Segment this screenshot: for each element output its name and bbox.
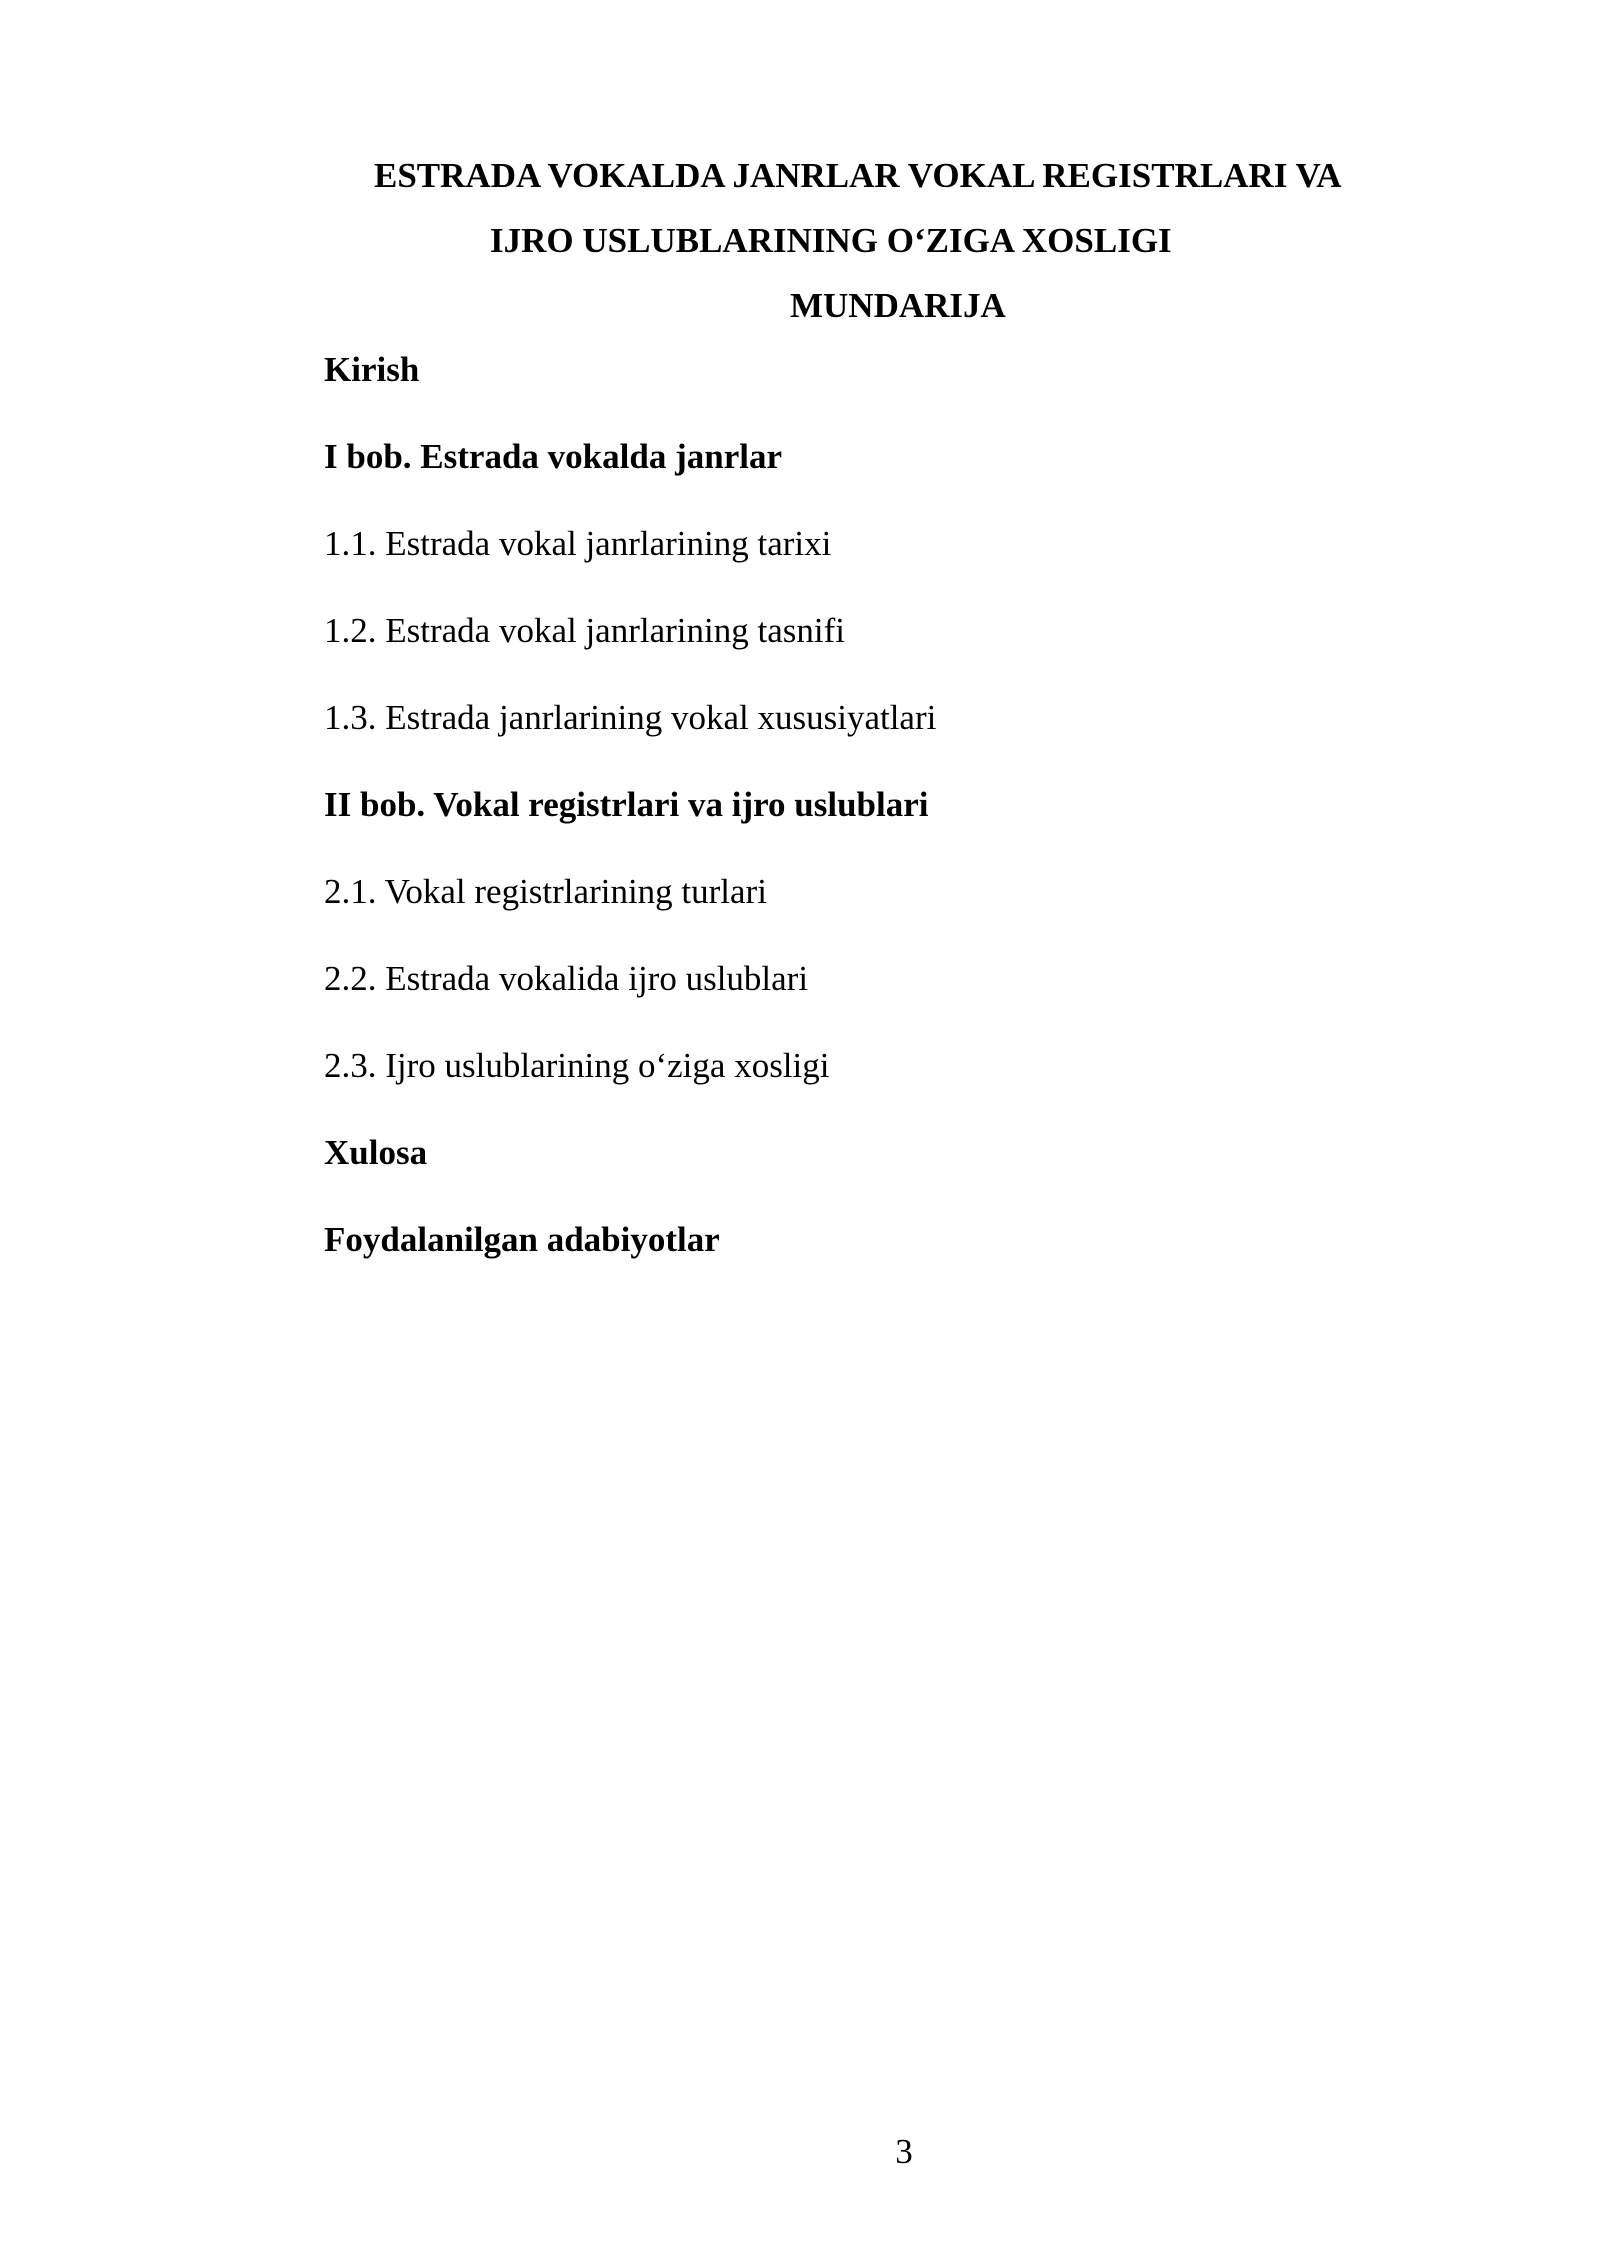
page-number: 3 [895, 2132, 913, 2171]
toc-entry: 1.1. Estrada vokal janrlarining tarixi [324, 524, 832, 563]
section-heading-mundarija: MUNDARIJA [790, 286, 1006, 325]
toc-entry: II bob. Vokal registrlari va ijro uslublari [324, 785, 929, 824]
toc-entry: 2.3. Ijro uslublarining o‘ziga xosligi [324, 1046, 830, 1085]
toc-entry: I bob. Estrada vokalda janrlar [324, 437, 782, 476]
toc-entry: 2.2. Estrada vokalida ijro uslublari [324, 959, 809, 998]
toc-entry: Xulosa [324, 1133, 428, 1172]
toc-entry: Foydalanilgan adabiyotlar [324, 1220, 720, 1259]
toc-entry: Kirish [324, 350, 420, 389]
toc-entry: 1.3. Estrada janrlarining vokal xususiyatlari [324, 698, 937, 737]
toc-entry: 2.1. Vokal registrlarining turlari [324, 872, 767, 911]
table-of-contents [324, 352, 936, 1309]
toc-entry: 1.2. Estrada vokal janrlarining tasnifi [324, 611, 845, 650]
title-line-2: IJRO USLUBLARINING O‘ZIGA XOSLIGI [490, 221, 1172, 260]
title-line-1: ESTRADA VOKALDA JANRLAR VOKAL REGISTRLARI VA [374, 156, 1342, 195]
